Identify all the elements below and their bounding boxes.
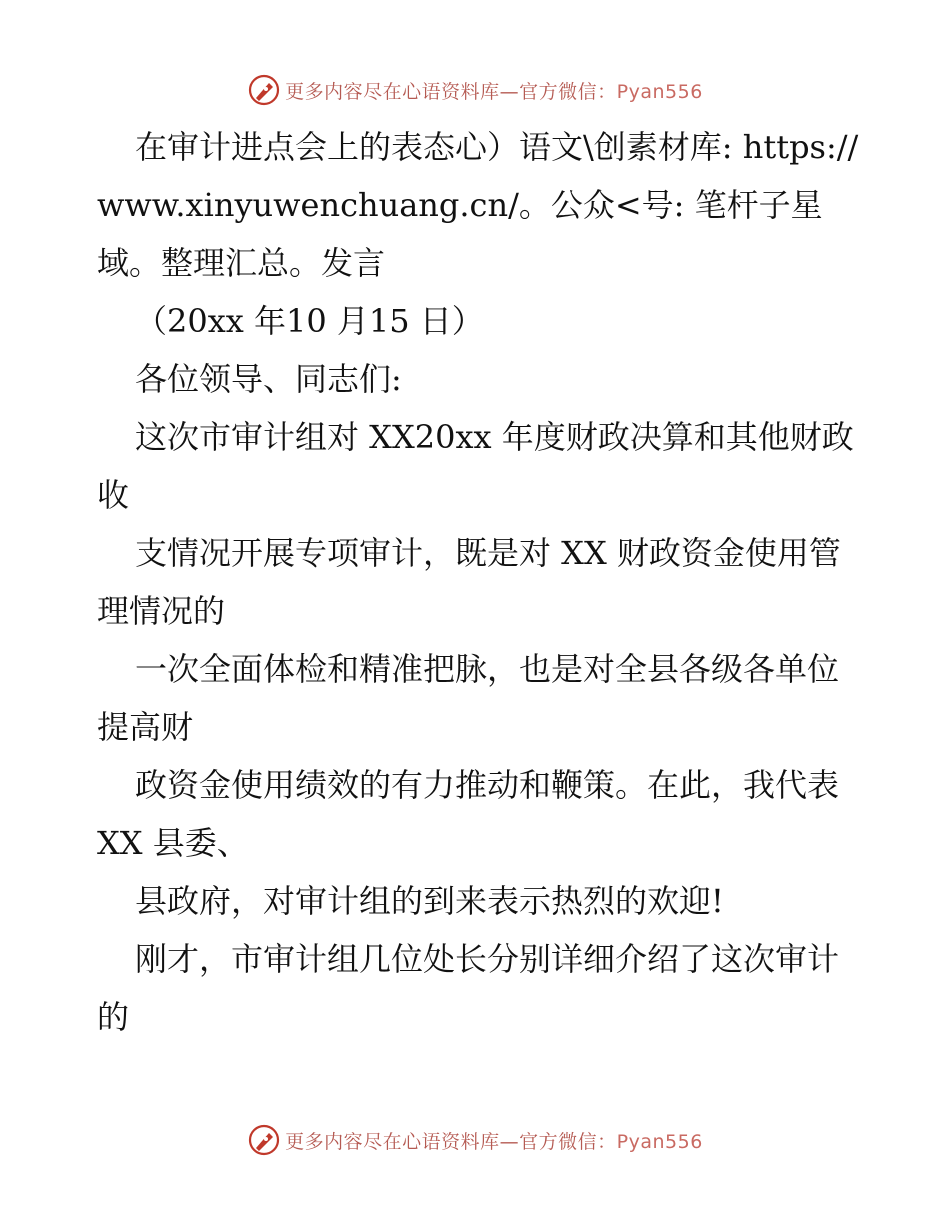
header-banner-text — [285, 77, 703, 104]
footer-banner-account: Pyan556 — [616, 1130, 703, 1153]
footer-banner — [0, 1120, 950, 1160]
footer-banner-text — [285, 1127, 703, 1154]
pen-nib-logo-icon — [247, 1123, 281, 1157]
paragraph: 这次市审计组对 XX20xx 年度财政决算和其他财政收 — [97, 418, 854, 514]
paragraph: 政资金使用绩效的有力推动和鞭策。在此，我代表 XX 县委、 — [97, 766, 840, 862]
paragraph-salutation: 各位领导、同志们: — [135, 360, 402, 398]
paragraph: 支情况开展专项审计，既是对 XX 财政资金使用管理情况的 — [97, 534, 841, 630]
paragraph: 县政府，对审计组的到来表示热烈的欢迎! — [135, 882, 724, 920]
document-body — [97, 118, 867, 1046]
paragraph: 刚才，市审计组几位处长分别详细介绍了这次审计的 — [97, 940, 840, 1036]
footer-banner-label: 更多内容尽在心语资料库—官方微信： — [285, 1130, 617, 1153]
header-banner-account: Pyan556 — [616, 80, 703, 103]
paragraph: 一次全面体检和精准把脉，也是对全县各级各单位提高财 — [97, 650, 840, 746]
header-banner-label: 更多内容尽在心语资料库—官方微信： — [285, 80, 617, 103]
paragraph-date: （20xx 年10 月15 日） — [135, 302, 484, 340]
paragraph-title: 在审计进点会上的表态心）语文\创素材库: https://www.xinyuwenchuang.cn/。公众<号: 笔杆子星域。整理汇总。发言 — [97, 128, 859, 282]
header-banner — [0, 70, 950, 110]
pen-nib-logo-icon — [247, 73, 281, 107]
